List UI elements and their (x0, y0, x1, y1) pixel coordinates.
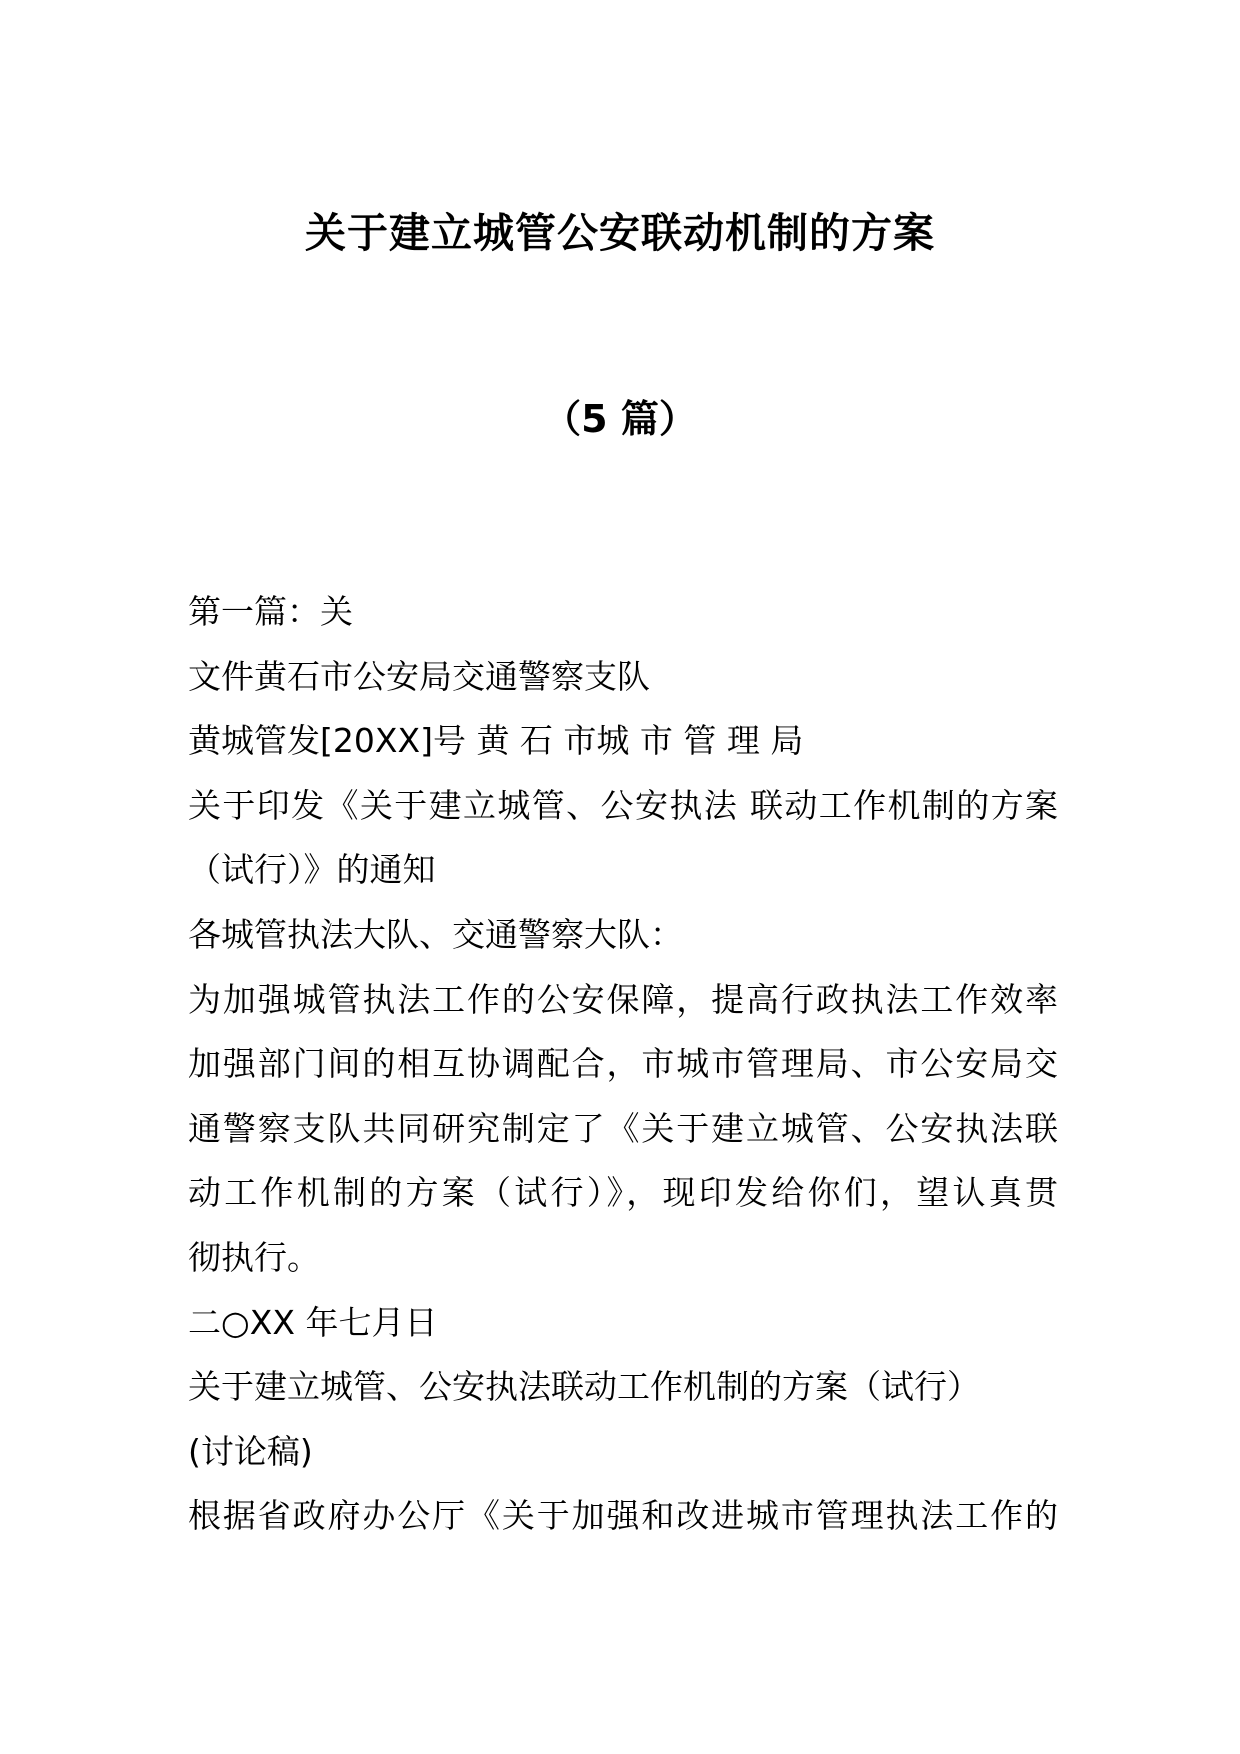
document-subtitle: （5 篇） (543, 397, 697, 441)
body-line-paragraph-end: 彻执行。 (188, 1237, 320, 1277)
body-line-file-number: 黄城管发[20XX]号 黄 石 市城 市 管 理 局 (188, 721, 804, 761)
body-line-notice-title-cont: （试行）》的通知 (188, 850, 436, 890)
body-line-paragraph: 为加强城管执法工作的公安保障，提高行政执法工作效率 (188, 979, 1058, 1019)
body-line-plan-title: 关于建立城管、公安执法联动工作机制的方案（试行） (188, 1367, 980, 1407)
body-line-heading: 第一篇：关 (188, 592, 353, 631)
body-line-recipients: 各城管执法大队、交通警察大队： (188, 914, 683, 954)
body-line-notice-title: 关于印发《关于建立城管、公安执法 联动工作机制的方案 (188, 785, 1058, 825)
document-title: 关于建立城管公安联动机制的方案 (305, 209, 935, 257)
body-line-date: 二○XX 年七月日 (188, 1302, 438, 1342)
body-line-draft-note: (讨论稿) (188, 1431, 313, 1471)
body-line-paragraph: 通警察支队共同研究制定了《关于建立城管、公安执法联 (188, 1108, 1058, 1148)
body-line-issuer: 文件黄石市公安局交通警察支队 (188, 656, 650, 696)
body-line-paragraph: 动工作机制的方案（试行）》，现印发给你们，望认真贯 (188, 1173, 1058, 1213)
body-line-paragraph: 根据省政府办公厅《关于加强和改进城市管理执法工作的 (188, 1496, 1058, 1536)
document-body (188, 580, 1058, 1549)
body-line-paragraph: 加强部门间的相互协调配合，市城市管理局、市公安局交 (188, 1044, 1058, 1084)
